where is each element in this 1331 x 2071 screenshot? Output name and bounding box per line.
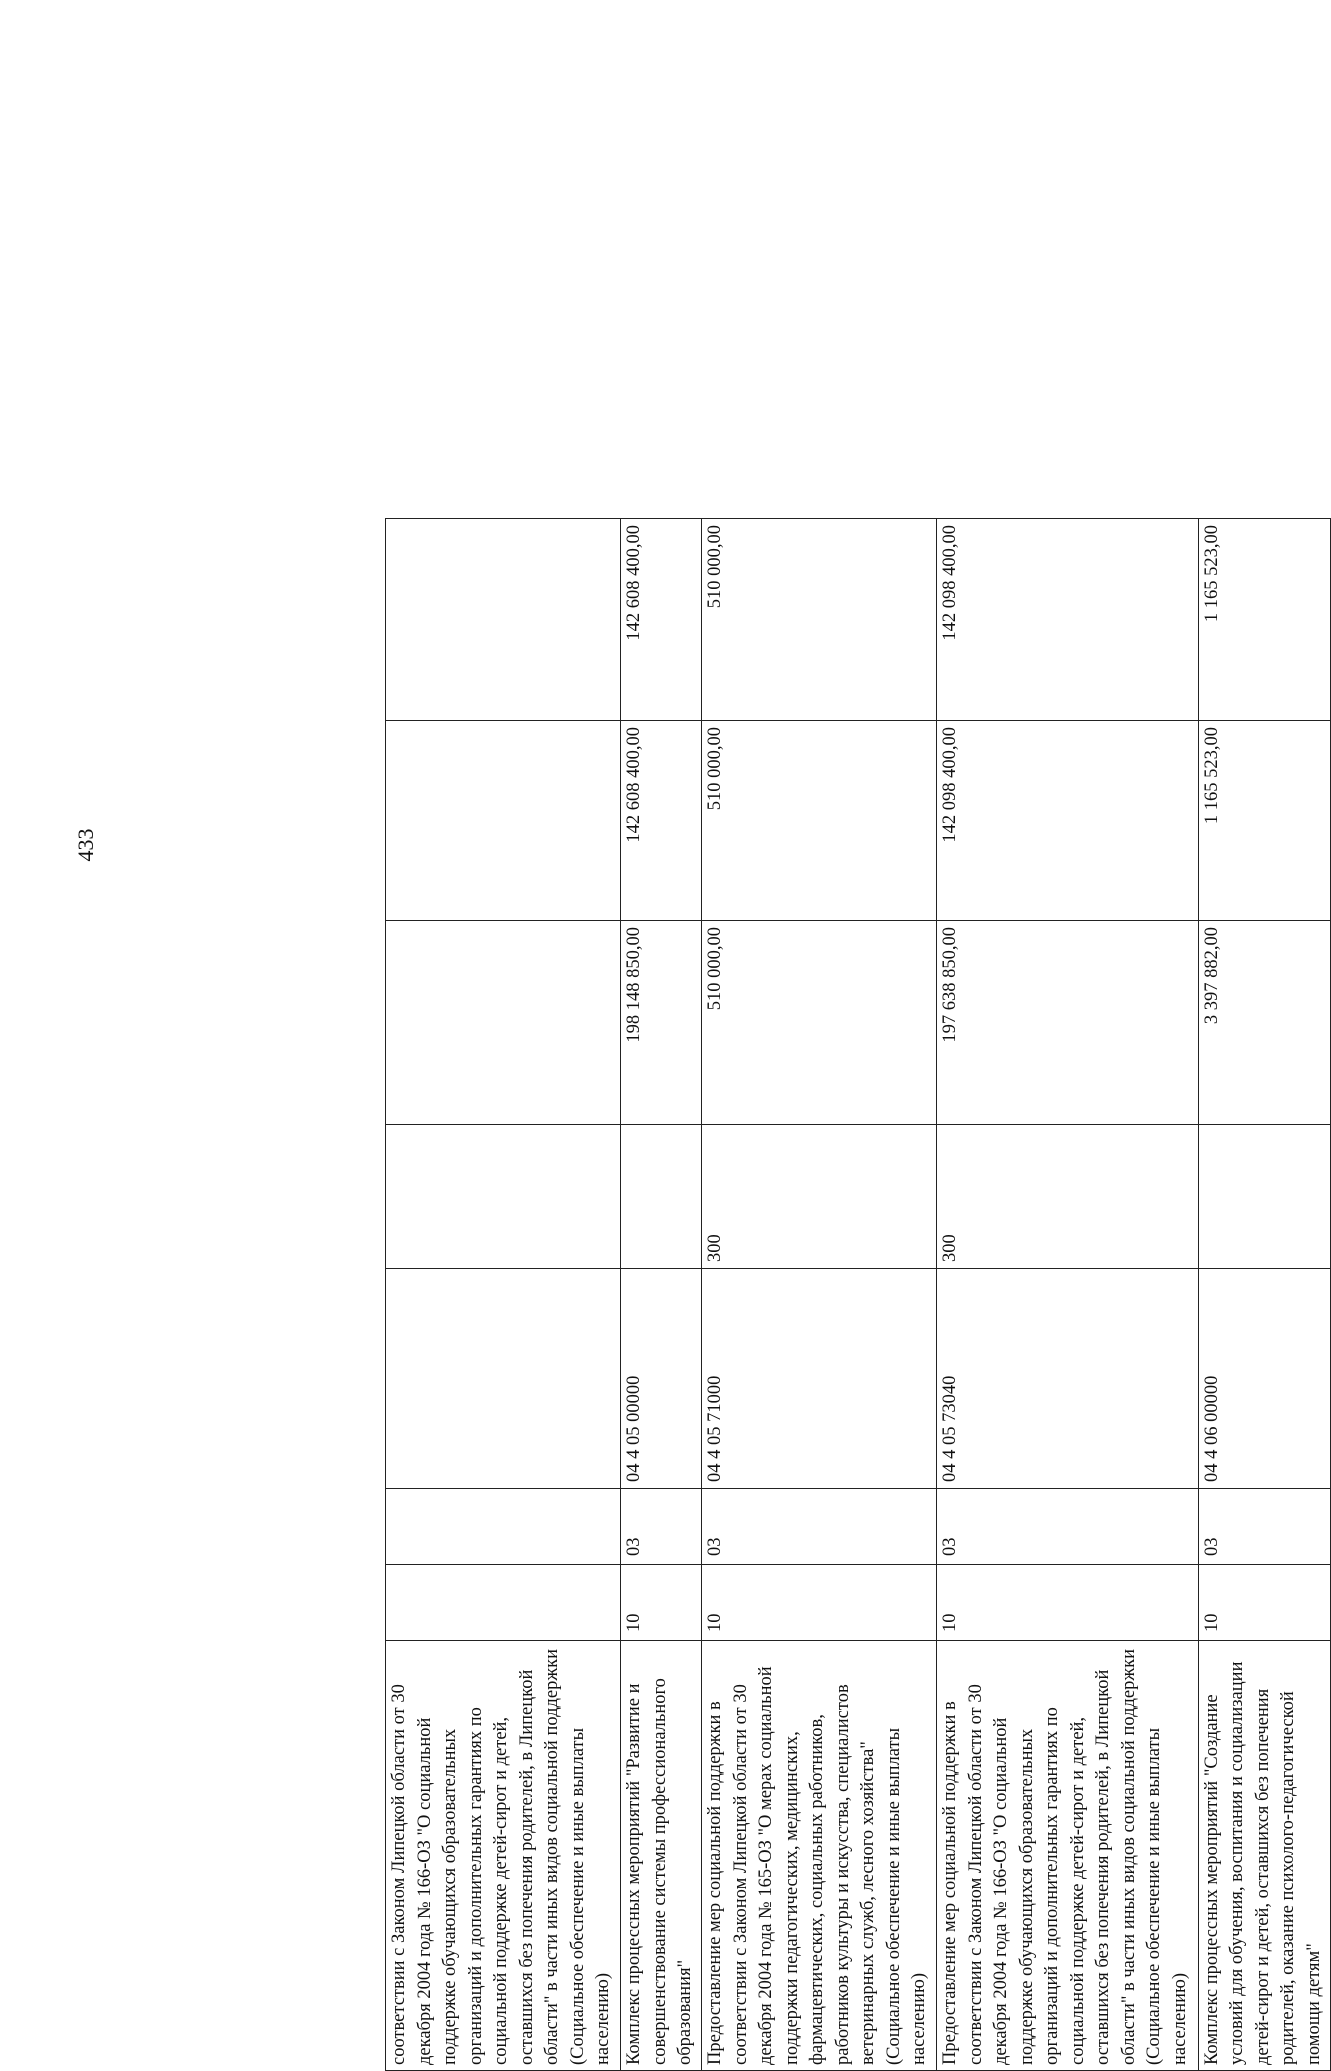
amount-3: 1 165 523,00: [1198, 519, 1330, 721]
section-code: 10: [621, 1565, 702, 1641]
amount-2: 510 000,00: [702, 721, 937, 921]
amount-2: 142 608 400,00: [621, 721, 702, 921]
amount-1: [386, 921, 621, 1125]
section-code: 10: [702, 1565, 937, 1641]
table-row: [1198, 519, 1330, 2071]
expense-type-code: [386, 1125, 621, 1269]
amount-1: 3 397 882,00: [1198, 921, 1330, 1125]
budget-table: [385, 518, 1331, 2071]
target-article-code: 04 4 05 00000: [621, 1269, 702, 1489]
table-row: [386, 519, 621, 2071]
expense-type-code: 300: [702, 1125, 937, 1269]
page-number: 433: [73, 828, 98, 862]
amount-1: 510 000,00: [702, 921, 937, 1125]
row-name: Предоставление мер социальной поддержки в соответствии с Законом Липецкой области от 30 декабря 2004 года № 165-ОЗ "О мерах социальной поддержки педагогических, медицинских, фармацевтических, социальных работников, работников культуры и искусства, специалистов ветеринарных служб, лесного хозяйства" (Социальное обеспечение и иные выплаты населению): [702, 1641, 937, 2071]
subsection-code: 03: [702, 1489, 937, 1565]
amount-3: [386, 519, 621, 721]
amount-2: 1 165 523,00: [1198, 721, 1330, 921]
section-code: 10: [937, 1565, 1198, 1641]
row-name: Комплекс процессных мероприятий "Создание условий для обучения, воспитания и социализации детей-сирот и детей, оставшихся без попечения родителей, оказание психолого-педагогической помощи детям": [1198, 1641, 1330, 2071]
target-article-code: 04 4 06 00000: [1198, 1269, 1330, 1489]
expense-type-code: [1198, 1125, 1330, 1269]
table-row: [937, 519, 1198, 2071]
subsection-code: 03: [937, 1489, 1198, 1565]
subsection-code: 03: [621, 1489, 702, 1565]
amount-3: 510 000,00: [702, 519, 937, 721]
rotated-page-content: [385, 519, 1331, 2071]
expense-type-code: [621, 1125, 702, 1269]
row-name: Комплекс процессных мероприятий "Развитие и совершенствование системы профессионального образования": [621, 1641, 702, 2071]
amount-2: [386, 721, 621, 921]
amount-1: 198 148 850,00: [621, 921, 702, 1125]
section-code: [386, 1565, 621, 1641]
section-code: 10: [1198, 1565, 1330, 1641]
subsection-code: 03: [1198, 1489, 1330, 1565]
expense-type-code: 300: [937, 1125, 1198, 1269]
target-article-code: 04 4 05 73040: [937, 1269, 1198, 1489]
target-article-code: [386, 1269, 621, 1489]
amount-1: 197 638 850,00: [937, 921, 1198, 1125]
row-name: Предоставление мер социальной поддержки в соответствии с Законом Липецкой области от 30 декабря 2004 года № 166-ОЗ "О социальной поддержке обучающихся образовательных организаций и дополнительных гарантиях по социальной поддержке детей-сирот и детей, оставшихся без попечения родителей, в Липецкой области" в части иных видов социальной поддержки (Социальное обеспечение и иные выплаты населению): [937, 1641, 1198, 2071]
amount-3: 142 608 400,00: [621, 519, 702, 721]
table-row: [702, 519, 937, 2071]
amount-2: 142 098 400,00: [937, 721, 1198, 921]
row-name: соответствии с Законом Липецкой области от 30 декабря 2004 года № 166-ОЗ "О социальной поддержке обучающихся образовательных организаций и дополнительных гарантиях по социальной поддержке детей-сирот и детей, оставшихся без попечения родителей, в Липецкой области" в части иных видов социальной поддержки (Социальное обеспечение и иные выплаты населению): [386, 1641, 621, 2071]
subsection-code: [386, 1489, 621, 1565]
table-row: [621, 519, 702, 2071]
amount-3: 142 098 400,00: [937, 519, 1198, 721]
target-article-code: 04 4 05 71000: [702, 1269, 937, 1489]
